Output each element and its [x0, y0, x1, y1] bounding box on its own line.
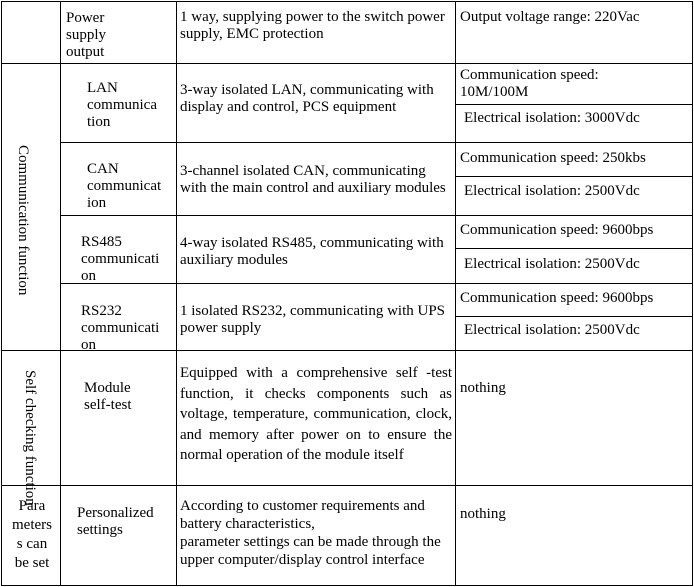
personalized-settings-description: According to customer requirements and battery characteristics, parameter settings can be made through the upper computer/display control interface — [180, 498, 441, 568]
can-name: CAN communicat ion — [87, 161, 162, 211]
communication-function-label: Communication function — [15, 145, 31, 296]
rule-col3 — [455, 1, 456, 586]
rs232-description: 1 isolated RS232, communicating with UPS power supply — [180, 303, 445, 336]
rule-col2 — [176, 1, 177, 586]
lan-isolation: Electrical isolation: 3000Vdc — [464, 110, 640, 126]
rule-right — [692, 1, 693, 586]
lan-description: 3-way isolated LAN, communicating with display and control, PCS equipment — [180, 82, 434, 115]
can-description: 3-channel isolated CAN, communicating with the main control and auxiliary modules — [180, 163, 446, 196]
personalized-settings-spec: nothing — [460, 506, 506, 522]
module-self-test-spec: nothing — [460, 380, 506, 396]
module-self-test-name: Module self-test — [84, 380, 132, 413]
parameters-settable-label: Para meters s can be set — [12, 498, 52, 571]
rs485-description: 4-way isolated RS485, communicating with auxiliary modules — [180, 235, 444, 268]
can-isolation: Electrical isolation: 2500Vdc — [464, 183, 640, 199]
rule-power-bottom — [1, 63, 693, 64]
rs485-isolation: Electrical isolation: 2500Vdc — [464, 256, 640, 272]
rule-left — [1, 1, 2, 586]
rule-lan-bottom — [60, 142, 693, 143]
can-speed: Communication speed: 250kbs — [460, 150, 646, 166]
power-supply-name: Power supply output — [66, 10, 107, 60]
rule-selfcheck-bottom — [1, 485, 693, 486]
power-supply-description: 1 way, supplying power to the switch power supply, EMC protection — [180, 9, 445, 42]
personalized-settings-name: Personalized settings — [77, 505, 154, 538]
rs485-name: RS485 communicati on — [81, 234, 160, 284]
rule-col1 — [60, 1, 61, 586]
rs485-speed: Communication speed: 9600bps — [460, 222, 654, 238]
rule-rs232-split — [455, 316, 693, 317]
rs232-isolation: Electrical isolation: 2500Vdc — [464, 322, 640, 338]
module-self-test-description: Equipped with a comprehensive self -test function, it checks components such as voltage, temperature, communication, clock, and memory after power on to ensure the normal operation of the module itself — [180, 365, 452, 463]
power-supply-voltage-spec: Output voltage range: 220Vac — [460, 9, 640, 25]
rule-bottom — [1, 585, 693, 586]
self-checking-function-label: Self checking function — [22, 370, 38, 506]
lan-name: LAN communica tion — [87, 80, 157, 130]
rs232-name: RS232 communicati on — [81, 303, 160, 353]
rule-lan-split — [455, 104, 693, 105]
lan-speed: Communication speed: 10M/100M — [460, 67, 599, 100]
rule-can-bottom — [60, 215, 693, 216]
rule-rs485-split — [455, 248, 693, 249]
rs232-speed: Communication speed: 9600bps — [460, 290, 654, 306]
rule-top — [1, 1, 693, 2]
rule-can-split — [455, 176, 693, 177]
